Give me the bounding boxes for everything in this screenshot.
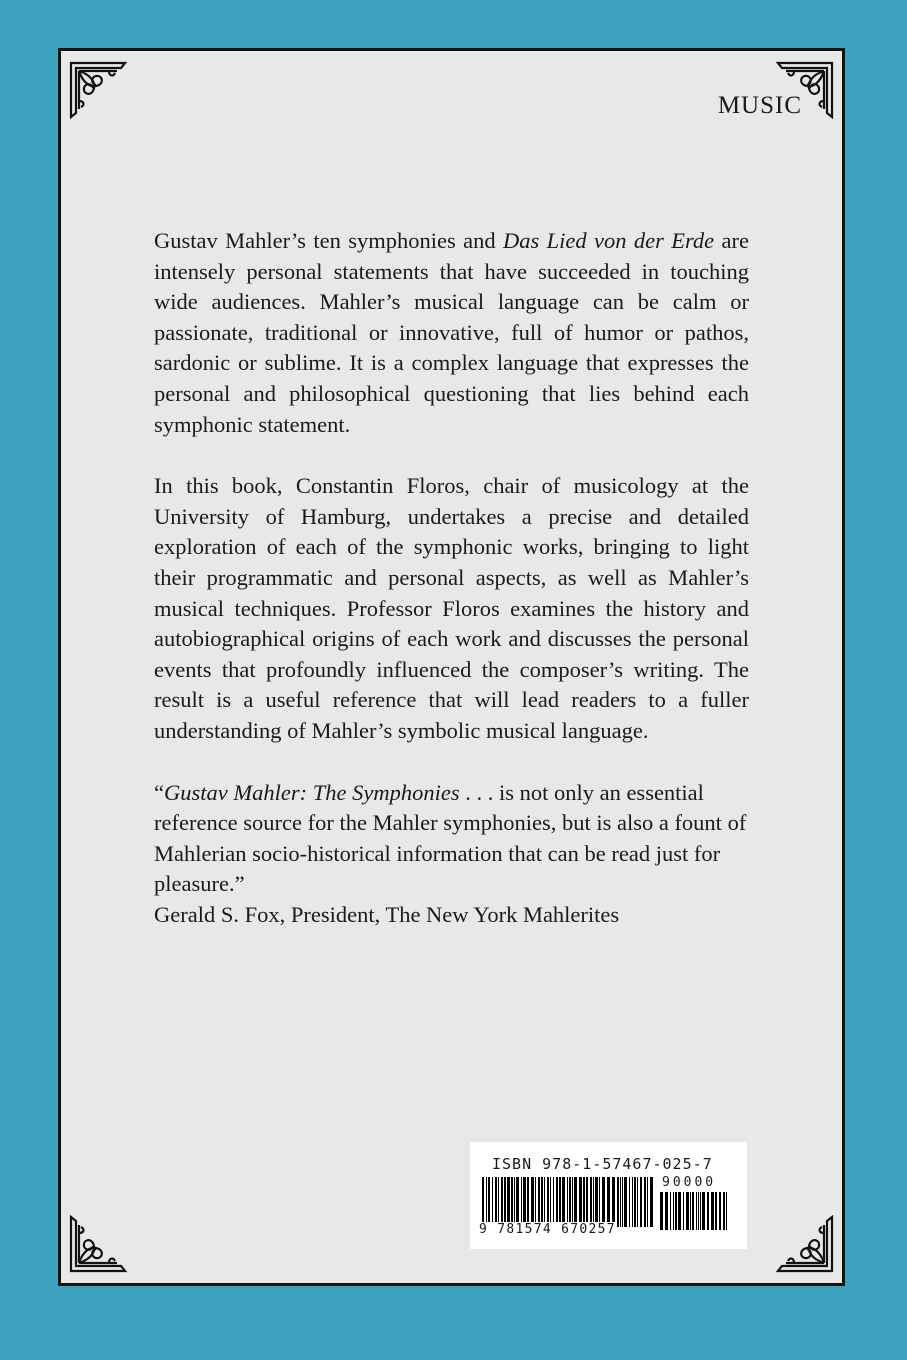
barcode-bar (579, 1177, 582, 1227)
barcode-bar (498, 1177, 499, 1227)
barcode-bar (599, 1177, 600, 1227)
barcode-bar (719, 1192, 721, 1230)
barcode-bar (607, 1177, 610, 1227)
barcode-bar (622, 1177, 623, 1227)
barcode-bar (640, 1177, 642, 1227)
barcode-bar (723, 1192, 725, 1230)
barcode-bar (632, 1177, 633, 1227)
barcode-bar (482, 1177, 484, 1227)
barcode-bar (593, 1177, 594, 1227)
barcode-bar (567, 1177, 568, 1227)
barcode-bar (683, 1192, 684, 1230)
barcode-bar (715, 1192, 717, 1230)
barcode-bar (486, 1177, 487, 1227)
barcode-bar (535, 1177, 536, 1227)
barcode-bar (516, 1177, 519, 1227)
barcode-bar (629, 1177, 630, 1227)
barcode-bar (574, 1177, 577, 1227)
barcode-bar (531, 1177, 534, 1227)
barcode-bar (692, 1192, 694, 1230)
barcode-bar (501, 1177, 503, 1227)
corner-ornament-bottom-right (776, 1215, 834, 1273)
barcode-bar (521, 1177, 522, 1227)
barcode-bar (678, 1192, 681, 1230)
barcode-bar (647, 1177, 648, 1227)
barcode-bar (507, 1177, 510, 1227)
barcode-bar (495, 1177, 497, 1227)
quoted-book-title: Gustav Mahler: The Symphonies (164, 779, 460, 805)
barcode-bar (527, 1177, 529, 1227)
barcode-bar (650, 1177, 653, 1227)
quote-attribution: Gerald S. Fox, President, The New York Mahlerites (154, 901, 620, 927)
description-block (154, 226, 749, 961)
barcode-bar (590, 1177, 592, 1227)
corner-ornament-bottom-left (69, 1215, 127, 1273)
review-quote: “Gustav Mahler: The Symphonies . . . is not only an essential reference source for the Mahler symphonies, but is also a fount of Mahlerian socio-historical information that can be read just for pleasure.” (154, 779, 747, 897)
barcode-bar (696, 1192, 697, 1230)
barcode-bar (514, 1177, 515, 1227)
barcode-bar (492, 1177, 493, 1227)
price-addon-digits: 90000 (662, 1175, 717, 1190)
barcode-bar (637, 1177, 638, 1227)
barcode-bar (624, 1177, 627, 1227)
barcode-bar (556, 1177, 558, 1227)
ean-digits: 9 781574 670257 (479, 1222, 616, 1237)
barcode-bar (702, 1192, 705, 1230)
barcode-bar (553, 1177, 554, 1227)
barcode-bar (711, 1192, 714, 1230)
barcode-bar (559, 1177, 561, 1227)
barcode-bar (612, 1177, 615, 1227)
corner-ornament-top-left (69, 61, 127, 119)
category-label: MUSIC (717, 92, 802, 119)
barcode-bar (660, 1192, 663, 1230)
barcode-bar (488, 1177, 490, 1227)
isbn-barcode (470, 1142, 747, 1249)
barcode-bar (562, 1177, 565, 1227)
barcode-bar (538, 1177, 540, 1227)
barcode-bar (686, 1192, 689, 1230)
barcode-bar (523, 1177, 526, 1227)
description-paragraph-2: In this book, Constantin Floros, chair of musicology at the University of Hamburg, undertakes a precise and detailed exploration of each of the symphonic works, bringing to light their programmatic and personal aspects, as well as Mahler’s musical techniques. Professor Floros examines the history and autobiographical origins of each work and discusses the personal events that profoundly influenced the composer’s writing. The result is a useful reference that will lead readers to a fuller understanding of Mahler’s symbolic musical language. (154, 473, 749, 743)
barcode-bar (544, 1177, 545, 1227)
addon-barcode-bars (660, 1192, 730, 1230)
barcode-bar (572, 1177, 573, 1227)
barcode-bar (602, 1177, 605, 1227)
barcode-bar (644, 1177, 646, 1227)
barcode-bar (673, 1192, 674, 1230)
back-cover-panel (58, 48, 845, 1286)
barcode-bar (665, 1192, 668, 1230)
barcode-bar (569, 1177, 571, 1227)
isbn-label: ISBN 978-1-57467-025-7 (492, 1155, 713, 1173)
barcode-bar (620, 1177, 621, 1227)
barcode-bar (547, 1177, 549, 1227)
barcode-bar (675, 1192, 677, 1230)
ean-barcode-bars (482, 1177, 654, 1227)
barcode-bar (541, 1177, 543, 1227)
barcode-bar (670, 1192, 671, 1230)
barcode-bar (550, 1177, 551, 1227)
barcode-bar (617, 1177, 619, 1227)
barcode-bar (511, 1177, 513, 1227)
barcode-bar (586, 1177, 588, 1227)
barcode-bar (726, 1192, 727, 1230)
barcode-bar (595, 1177, 598, 1227)
barcode-bar (583, 1177, 585, 1227)
work-title: Das Lied von der Erde (502, 228, 715, 253)
barcode-bar (634, 1177, 636, 1227)
barcode-bar (690, 1192, 691, 1230)
barcode-bar (700, 1192, 701, 1230)
barcode-bar (504, 1177, 506, 1227)
barcode-bar (698, 1192, 699, 1230)
barcode-bar (707, 1192, 709, 1230)
description-paragraph-1: Gustav Mahler’s ten symphonies and Das Lied von der Erde are intensely personal statements that have succeeded in touching wide audiences. Mahler’s musical language can be calm or passionate, traditional or innovative, full of humor or pathos, sardonic or sublime. It is a complex language that expresses the personal and philosophical questioning that lies behind each symphonic statement. (154, 228, 750, 437)
